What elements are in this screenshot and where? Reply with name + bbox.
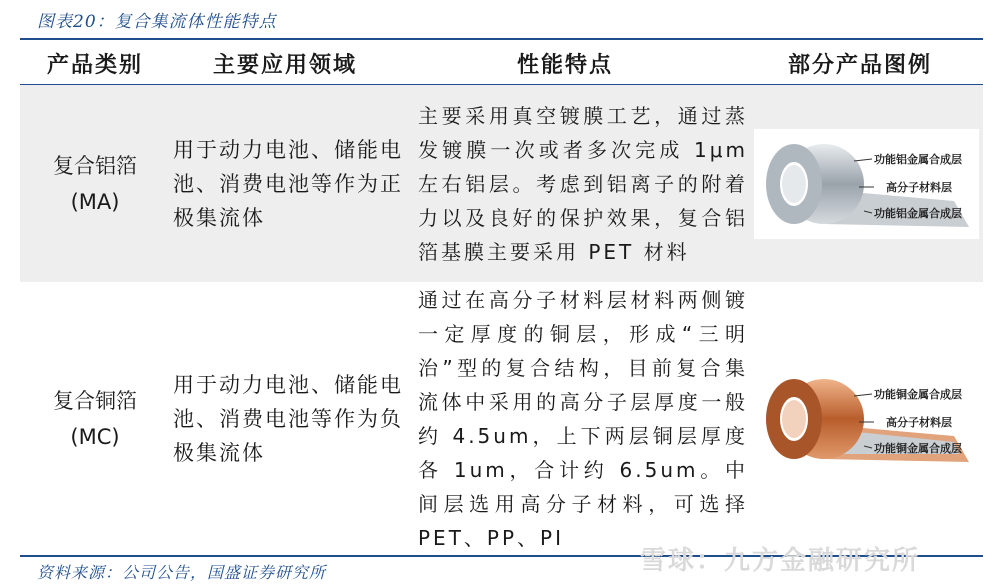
product-image-cell (750, 284, 983, 554)
table-row (20, 85, 983, 282)
category-code: (MA) (70, 189, 120, 214)
header-category: 产品类别 (46, 52, 143, 78)
category-name: 复合铝箔 (53, 153, 137, 178)
image-label-bottom: 功能铝金属合成层 (874, 206, 962, 220)
aluminum-foil-roll-image (754, 129, 979, 239)
source-note: 资料来源：公司公告，国盛证券研究所 (37, 563, 327, 582)
features-cell: 主要采用真空镀膜工艺，通过蒸发镀膜一次或者多次完成 1μm 左右铝层。考虑到铝离子的附着力以及良好的保护效果，复合铝箔基膜主要采用 PET 材料 (418, 103, 748, 264)
product-image-cell (750, 85, 983, 282)
image-label-top: 功能铜金属合成层 (874, 388, 962, 401)
watermark: 雪球：九方金融研究所 (640, 546, 921, 576)
application-cell: 用于动力电池、储能电池、消费电池等作为正极集流体 (173, 137, 403, 230)
copper-foil-roll-image (754, 364, 979, 474)
header-image: 部分产品图例 (787, 52, 932, 78)
image-label-middle: 高分子材料层 (886, 416, 952, 429)
header-application: 主要应用领域 (212, 52, 357, 78)
image-label-middle: 高分子材料层 (886, 180, 952, 194)
features-cell: 通过在高分子材料层材料两侧镀一定厚度的铜层，形成“三明治”型的复合结构，目前复合集流体中采用的高分子层厚度一般约 4.5um，上下两层铜层厚度各 1um，合计约 6.5um。中间层选用高分子材料，可选择 PET、PP、PI (418, 288, 748, 550)
table-row (20, 284, 983, 554)
figure-title: 图表20：复合集流体性能特点 (37, 12, 277, 32)
application-cell: 用于动力电池、储能电池、消费电池等作为负极集流体 (173, 373, 403, 465)
category-cell (20, 284, 170, 554)
image-label-top: 功能铝金属合成层 (874, 152, 962, 166)
header-features: 性能特点 (516, 52, 613, 78)
table-top-rule (20, 38, 983, 40)
category-code: (MC) (70, 425, 120, 449)
category-name: 复合铜箔 (53, 389, 137, 413)
image-label-bottom: 功能铜金属合成层 (874, 442, 962, 455)
category-cell (20, 85, 170, 282)
